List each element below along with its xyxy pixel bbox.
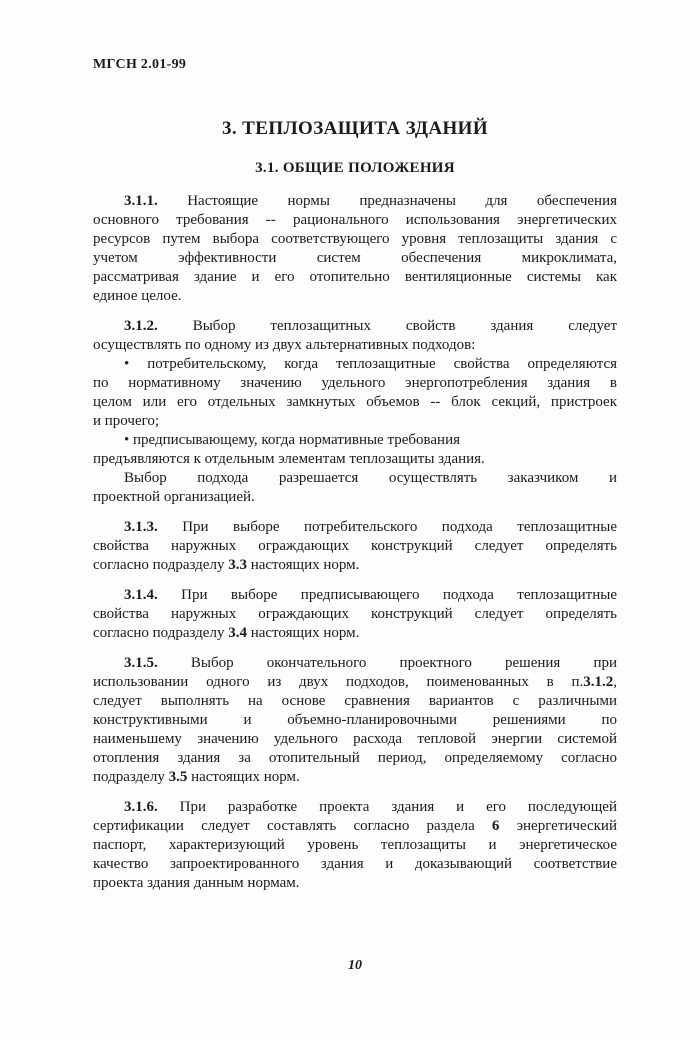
paragraph-bullet-prescriptive: • предписывающему, когда нормативные требования предъявляются к отдельным элементам теплозащиты здания. — [93, 432, 485, 467]
paragraph-bullet-consumer: • потребительскому, когда теплозащитные свойства определяются по нормативному значению удельного энергопотребления здания в целом или его отдельных замкнутых объемов -- блок секций, пристроек и прочего; — [93, 356, 617, 429]
subsection-title: 3.1. ОБЩИЕ ПОЛОЖЕНИЯ — [255, 160, 455, 176]
paragraph-3-1-1: 3.1.1. Настоящие нормы предназначены для обеспечения основного требования -- рационального использования энергетических ресурсов путем выбора соответствующего уровня теплозащиты здания с учетом эффективности систем обеспечения микроклимата, рассматривая здание и его отопительно вентиляционные системы как единое целое. — [93, 193, 617, 304]
section-title: 3. ТЕПЛОЗАЩИТА ЗДАНИЙ — [221, 118, 489, 139]
paragraph-3-1-3: 3.1.3. При выборе потребительского подхода теплозащитные свойства наружных ограждающих конструкций следует определять согласно подразделу 3.3 настоящих норм. — [93, 519, 617, 573]
page-content — [93, 116, 617, 893]
paragraph-approach-choice: Выбор подхода разрешается осуществлять заказчиком и проектной организацией. — [93, 470, 617, 505]
paragraph-3-1-4: 3.1.4. При выборе предписывающего подхода теплозащитные свойства наружных ограждающих конструкций следует определять согласно подразделу 3.4 настоящих норм. — [93, 587, 617, 641]
doc-code: МГСН 2.01-99 — [93, 57, 187, 72]
paragraph-3-1-6: 3.1.6. При разработке проекта здания и его последующей сертификации следует составлять согласно раздела 6 энергетический паспорт, характеризующий уровень теплозащиты и энергетическое качество запроектированного здания и доказывающий соответствие проекта здания данным нормам. — [93, 799, 617, 891]
paragraph-3-1-5: 3.1.5. Выбор окончательного проектного решения при использовании одного из двух подходов, поименованных в п.3.1.2, следует выполнять на основе сравнения вариантов с различными конструктивными и объемно-планировочными решениями по наименьшему значению удельного расхода тепловой энергии системой отопления здания за отопительный период, определяемому согласно подразделу 3.5 настоящих норм. — [93, 655, 617, 785]
page-number: 10 — [348, 958, 362, 973]
paragraph-3-1-2: 3.1.2. Выбор теплозащитных свойств здания следует осуществлять по одному из двух альтернативных подходов: — [93, 318, 617, 353]
